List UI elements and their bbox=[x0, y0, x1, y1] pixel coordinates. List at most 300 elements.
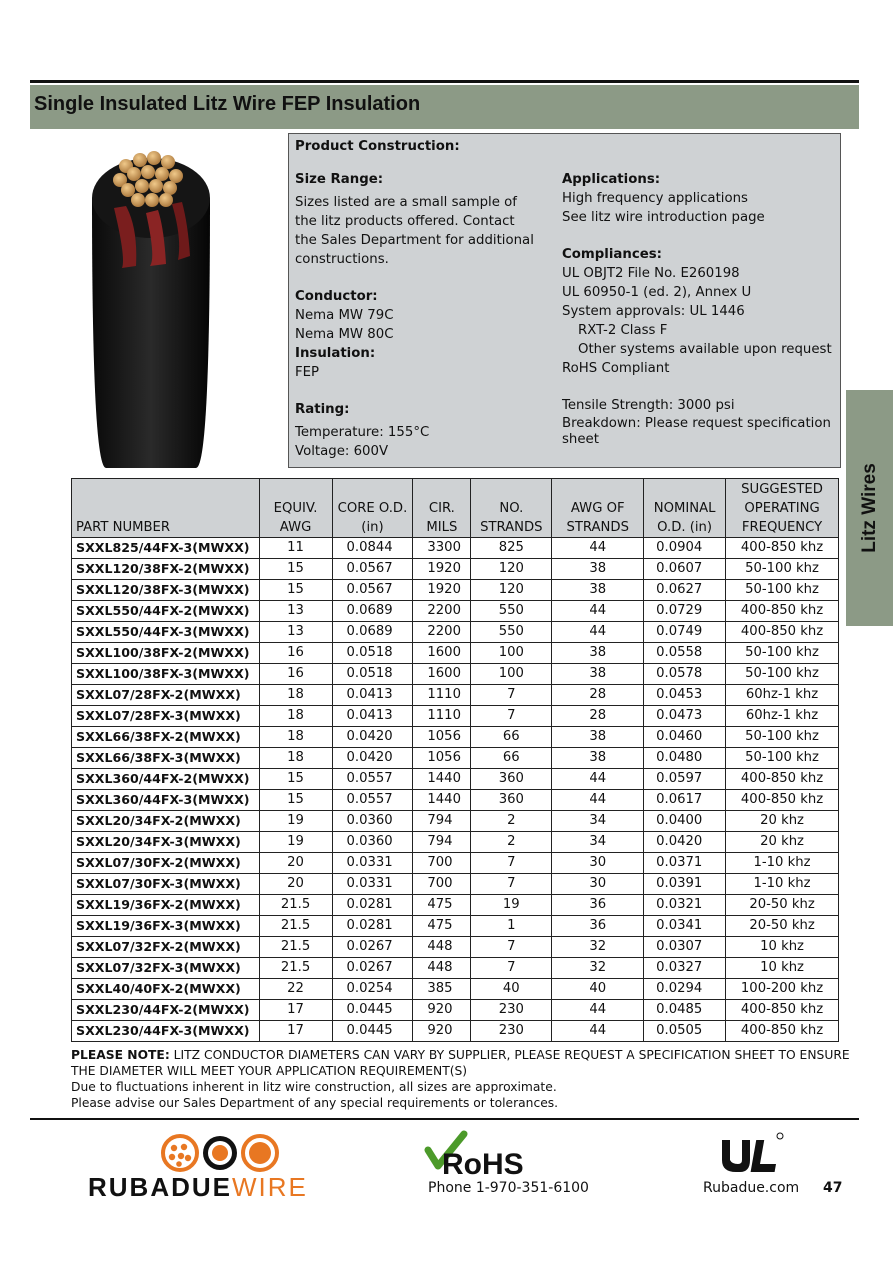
table-cell: 0.0327 bbox=[644, 958, 726, 979]
table-cell: 2200 bbox=[413, 622, 471, 643]
table-cell: 0.0420 bbox=[332, 727, 413, 748]
table-cell: 17 bbox=[259, 1000, 332, 1021]
table-cell: 1-10 khz bbox=[726, 853, 839, 874]
part-number-cell: SXXL230/44FX-3(MWXX) bbox=[72, 1021, 260, 1042]
table-cell: 0.0473 bbox=[644, 706, 726, 727]
table-cell: 18 bbox=[259, 706, 332, 727]
table-cell: 60hz-1 khz bbox=[726, 706, 839, 727]
table-cell: 19 bbox=[259, 811, 332, 832]
table-row bbox=[72, 979, 839, 1000]
table-row bbox=[72, 895, 839, 916]
part-number-cell: SXXL07/28FX-3(MWXX) bbox=[72, 706, 260, 727]
part-number-cell: SXXL66/38FX-3(MWXX) bbox=[72, 748, 260, 769]
part-number-cell: SXXL360/44FX-3(MWXX) bbox=[72, 790, 260, 811]
table-cell: 0.0267 bbox=[332, 937, 413, 958]
table-cell: 0.0607 bbox=[644, 559, 726, 580]
rating-line: Temperature: 155°C bbox=[295, 425, 430, 440]
table-cell: 400-850 khz bbox=[726, 769, 839, 790]
table-row bbox=[72, 1000, 839, 1021]
table-cell: 0.0558 bbox=[644, 643, 726, 664]
table-header-line bbox=[473, 480, 549, 499]
table-cell: 120 bbox=[471, 559, 552, 580]
table-cell: 38 bbox=[552, 643, 644, 664]
table-cell: 700 bbox=[413, 874, 471, 895]
table-row bbox=[72, 790, 839, 811]
table-cell: 21.5 bbox=[259, 937, 332, 958]
compliance-line: RoHS Compliant bbox=[562, 361, 670, 376]
table-row bbox=[72, 853, 839, 874]
table-cell: 7 bbox=[471, 706, 552, 727]
table-cell: 100 bbox=[471, 643, 552, 664]
table-cell: 0.0281 bbox=[332, 916, 413, 937]
table-cell: 2 bbox=[471, 811, 552, 832]
table-cell: 21.5 bbox=[259, 895, 332, 916]
table-cell: 400-850 khz bbox=[726, 538, 839, 559]
table-row bbox=[72, 559, 839, 580]
size-range-line: Sizes listed are a small sample of bbox=[295, 195, 517, 210]
table-row bbox=[72, 538, 839, 559]
table-cell: 400-850 khz bbox=[726, 1000, 839, 1021]
table-cell: 44 bbox=[552, 601, 644, 622]
breakdown-text: Breakdown: Please request specification sheet bbox=[562, 416, 831, 447]
table-header bbox=[644, 479, 726, 538]
table-cell: 38 bbox=[552, 748, 644, 769]
title-bar bbox=[30, 85, 859, 129]
table-cell: 66 bbox=[471, 727, 552, 748]
part-number-cell: SXXL20/34FX-3(MWXX) bbox=[72, 832, 260, 853]
table-cell: 400-850 khz bbox=[726, 790, 839, 811]
table-cell: 400-850 khz bbox=[726, 622, 839, 643]
table-row bbox=[72, 664, 839, 685]
table-row bbox=[72, 706, 839, 727]
compliance-line: UL OBJT2 File No. E260198 bbox=[562, 266, 740, 281]
table-cell: 36 bbox=[552, 895, 644, 916]
table-header-line: EQUIV. bbox=[273, 501, 318, 516]
part-number-cell: SXXL07/30FX-2(MWXX) bbox=[72, 853, 260, 874]
table-cell: 13 bbox=[259, 601, 332, 622]
table-cell: 1056 bbox=[413, 748, 471, 769]
table-cell: 230 bbox=[471, 1021, 552, 1042]
table-cell: 920 bbox=[413, 1000, 471, 1021]
table-cell: 50-100 khz bbox=[726, 727, 839, 748]
part-number-cell: SXXL20/34FX-2(MWXX) bbox=[72, 811, 260, 832]
size-range-line: constructions. bbox=[295, 252, 389, 267]
table-cell: 44 bbox=[552, 769, 644, 790]
table-header-line bbox=[76, 480, 257, 499]
construction-title: Product Construction: bbox=[295, 139, 460, 154]
table-cell: 11 bbox=[259, 538, 332, 559]
table-cell: 50-100 khz bbox=[726, 559, 839, 580]
table-cell: 15 bbox=[259, 790, 332, 811]
table-cell: 360 bbox=[471, 790, 552, 811]
table-cell: 0.0341 bbox=[644, 916, 726, 937]
construction-right-column bbox=[562, 170, 837, 448]
table-cell: 15 bbox=[259, 769, 332, 790]
table-header-line: STRANDS bbox=[566, 520, 629, 535]
table-cell: 0.0567 bbox=[332, 580, 413, 601]
table-cell: 34 bbox=[552, 811, 644, 832]
table-cell: 0.0557 bbox=[332, 769, 413, 790]
table-cell: 400-850 khz bbox=[726, 601, 839, 622]
table-cell: 0.0371 bbox=[644, 853, 726, 874]
table-cell: 13 bbox=[259, 622, 332, 643]
table-cell: 10 khz bbox=[726, 958, 839, 979]
product-construction-panel bbox=[288, 133, 841, 468]
table-cell: 2 bbox=[471, 832, 552, 853]
table-row bbox=[72, 601, 839, 622]
table-header bbox=[413, 479, 471, 538]
table-cell: 1110 bbox=[413, 685, 471, 706]
table-cell: 44 bbox=[552, 790, 644, 811]
table-cell: 44 bbox=[552, 1021, 644, 1042]
table-cell: 0.0729 bbox=[644, 601, 726, 622]
table-cell: 1440 bbox=[413, 769, 471, 790]
table-cell: 32 bbox=[552, 937, 644, 958]
table-cell: 0.0578 bbox=[644, 664, 726, 685]
part-number-cell: SXXL230/44FX-2(MWXX) bbox=[72, 1000, 260, 1021]
table-header-line: (in) bbox=[361, 520, 384, 535]
table-cell: 44 bbox=[552, 1000, 644, 1021]
table-cell: 7 bbox=[471, 958, 552, 979]
table-cell: 0.0689 bbox=[332, 622, 413, 643]
table-cell: 0.0400 bbox=[644, 811, 726, 832]
table-header-line: PART NUMBER bbox=[76, 520, 171, 535]
table-cell: 448 bbox=[413, 958, 471, 979]
table-cell: 0.0331 bbox=[332, 874, 413, 895]
table-cell: 28 bbox=[552, 685, 644, 706]
part-number-cell: SXXL19/36FX-3(MWXX) bbox=[72, 916, 260, 937]
table-header bbox=[332, 479, 413, 538]
brand-text: RUBADUE bbox=[88, 1172, 232, 1202]
table-cell: 0.0480 bbox=[644, 748, 726, 769]
table-cell: 15 bbox=[259, 559, 332, 580]
table-row bbox=[72, 937, 839, 958]
table-cell: 38 bbox=[552, 727, 644, 748]
size-range-line: the Sales Department for additional bbox=[295, 233, 534, 248]
table-header-line: FREQUENCY bbox=[741, 520, 823, 535]
rating-heading: Rating: bbox=[295, 402, 350, 417]
table-cell: 15 bbox=[259, 580, 332, 601]
table-cell: 0.0844 bbox=[332, 538, 413, 559]
table-cell: 0.0557 bbox=[332, 790, 413, 811]
table-header-line: NO. bbox=[499, 501, 524, 516]
part-number-cell: SXXL550/44FX-2(MWXX) bbox=[72, 601, 260, 622]
table-cell: 19 bbox=[259, 832, 332, 853]
part-number-cell: SXXL07/28FX-2(MWXX) bbox=[72, 685, 260, 706]
compliance-indented-line: RXT-2 Class F bbox=[578, 323, 668, 338]
table-cell: 700 bbox=[413, 853, 471, 874]
brand-logo-text bbox=[88, 1172, 308, 1203]
insulation-line: FEP bbox=[295, 365, 320, 380]
part-number-cell: SXXL07/32FX-2(MWXX) bbox=[72, 937, 260, 958]
table-header-line bbox=[646, 480, 723, 499]
table-cell: 7 bbox=[471, 853, 552, 874]
table-cell: 0.0281 bbox=[332, 895, 413, 916]
table-header-line: OPERATING bbox=[744, 501, 820, 516]
part-number-cell: SXXL07/30FX-3(MWXX) bbox=[72, 874, 260, 895]
side-tab-label: Litz Wires bbox=[858, 463, 880, 553]
insulation-heading: Insulation: bbox=[295, 346, 376, 361]
part-number-cell: SXXL550/44FX-3(MWXX) bbox=[72, 622, 260, 643]
table-cell: 0.0445 bbox=[332, 1000, 413, 1021]
table-header-line: SUGGESTED bbox=[741, 482, 823, 497]
table-cell: 0.0391 bbox=[644, 874, 726, 895]
table-row bbox=[72, 727, 839, 748]
table-cell: 1056 bbox=[413, 727, 471, 748]
table-cell: 32 bbox=[552, 958, 644, 979]
table-cell: 0.0420 bbox=[332, 748, 413, 769]
table-cell: 18 bbox=[259, 685, 332, 706]
compliance-line: UL 60950-1 (ed. 2), Annex U bbox=[562, 285, 752, 300]
specifications-table bbox=[71, 478, 839, 1042]
website-url: Rubadue.com bbox=[703, 1180, 800, 1196]
table-cell: 920 bbox=[413, 1021, 471, 1042]
applications-line: High frequency applications bbox=[562, 191, 748, 206]
table-cell: 30 bbox=[552, 874, 644, 895]
table-cell: 7 bbox=[471, 937, 552, 958]
table-cell: 20 khz bbox=[726, 832, 839, 853]
table-cell: 60hz-1 khz bbox=[726, 685, 839, 706]
table-header-line bbox=[554, 480, 641, 499]
table-cell: 120 bbox=[471, 580, 552, 601]
rohs-logo-text: RoHS bbox=[442, 1148, 524, 1178]
table-cell: 50-100 khz bbox=[726, 748, 839, 769]
table-cell: 20 bbox=[259, 874, 332, 895]
bottom-rule bbox=[30, 1118, 859, 1120]
table-cell: 1110 bbox=[413, 706, 471, 727]
table-cell: 40 bbox=[552, 979, 644, 1000]
table-cell: 0.0307 bbox=[644, 937, 726, 958]
table-cell: 7 bbox=[471, 874, 552, 895]
table-cell: 475 bbox=[413, 895, 471, 916]
table-cell: 0.0321 bbox=[644, 895, 726, 916]
table-cell: 1 bbox=[471, 916, 552, 937]
table-cell: 0.0505 bbox=[644, 1021, 726, 1042]
table-cell: 44 bbox=[552, 538, 644, 559]
table-cell: 0.0485 bbox=[644, 1000, 726, 1021]
table-cell: 100-200 khz bbox=[726, 979, 839, 1000]
table-cell: 0.0413 bbox=[332, 706, 413, 727]
conductor-heading: Conductor: bbox=[295, 289, 378, 304]
table-cell: 38 bbox=[552, 559, 644, 580]
table-cell: 825 bbox=[471, 538, 552, 559]
table-header-line: CIR. bbox=[428, 501, 455, 516]
table-row bbox=[72, 685, 839, 706]
part-number-cell: SXXL19/36FX-2(MWXX) bbox=[72, 895, 260, 916]
table-cell: 40 bbox=[471, 979, 552, 1000]
table-header-line bbox=[76, 499, 257, 518]
applications-heading: Applications: bbox=[562, 172, 661, 187]
page-title: Single Insulated Litz Wire FEP Insulation bbox=[34, 93, 421, 115]
table-row bbox=[72, 832, 839, 853]
construction-left-column bbox=[295, 170, 545, 461]
compliance-indented-line: Other systems available upon request bbox=[578, 342, 832, 357]
table-cell: 17 bbox=[259, 1021, 332, 1042]
table-header-line bbox=[415, 480, 468, 499]
part-number-cell: SXXL100/38FX-3(MWXX) bbox=[72, 664, 260, 685]
conductor-line: Nema MW 80C bbox=[295, 327, 394, 342]
table-cell: 18 bbox=[259, 748, 332, 769]
table-cell: 0.0294 bbox=[644, 979, 726, 1000]
conductor-line: Nema MW 79C bbox=[295, 308, 394, 323]
table-cell: 20 bbox=[259, 853, 332, 874]
table-cell: 20-50 khz bbox=[726, 916, 839, 937]
rubadue-logo-icon bbox=[160, 1132, 280, 1174]
compliance-line: System approvals: UL 1446 bbox=[562, 304, 745, 319]
part-number-cell: SXXL66/38FX-2(MWXX) bbox=[72, 727, 260, 748]
table-cell: 1920 bbox=[413, 559, 471, 580]
table-header-line: MILS bbox=[426, 520, 458, 535]
note-text: Due to fluctuations inherent in litz wire construction, all sizes are approximate. bbox=[71, 1080, 557, 1094]
table-cell: 475 bbox=[413, 916, 471, 937]
table-cell: 1600 bbox=[413, 664, 471, 685]
table-row bbox=[72, 916, 839, 937]
table-row bbox=[72, 874, 839, 895]
page-number: 47 bbox=[823, 1180, 843, 1196]
table-header-line: AWG bbox=[279, 520, 312, 535]
table-row bbox=[72, 748, 839, 769]
table-cell: 0.0420 bbox=[644, 832, 726, 853]
table-cell: 50-100 khz bbox=[726, 664, 839, 685]
please-note bbox=[71, 1047, 850, 1111]
table-cell: 0.0360 bbox=[332, 811, 413, 832]
table-cell: 1440 bbox=[413, 790, 471, 811]
litz-wire-product-image bbox=[86, 138, 216, 468]
size-range-heading: Size Range: bbox=[295, 172, 384, 187]
table-cell: 448 bbox=[413, 937, 471, 958]
table-cell: 50-100 khz bbox=[726, 643, 839, 664]
table-cell: 385 bbox=[413, 979, 471, 1000]
compliances-heading: Compliances: bbox=[562, 247, 662, 262]
table-cell: 1600 bbox=[413, 643, 471, 664]
table-header-line: CORE O.D. bbox=[337, 501, 408, 516]
table-header-line: O.D. (in) bbox=[657, 520, 713, 535]
table-header-line: STRANDS bbox=[480, 520, 543, 535]
rating-line: Voltage: 600V bbox=[295, 444, 389, 459]
part-number-cell: SXXL40/40FX-2(MWXX) bbox=[72, 979, 260, 1000]
size-range-line: the litz products offered. Contact bbox=[295, 214, 515, 229]
table-cell: 7 bbox=[471, 685, 552, 706]
note-text: Please advise our Sales Department of any special requirements or tolerances. bbox=[71, 1096, 559, 1110]
table-cell: 0.0689 bbox=[332, 601, 413, 622]
part-number-cell: SXXL07/32FX-3(MWXX) bbox=[72, 958, 260, 979]
table-cell: 50-100 khz bbox=[726, 580, 839, 601]
table-cell: 1-10 khz bbox=[726, 874, 839, 895]
table-cell: 66 bbox=[471, 748, 552, 769]
table-header-line bbox=[335, 480, 411, 499]
table-cell: 0.0331 bbox=[332, 853, 413, 874]
table-header bbox=[72, 479, 260, 538]
table-header bbox=[259, 479, 332, 538]
note-text: LITZ CONDUCTOR DIAMETERS CAN VARY BY SUPPLIER, PLEASE REQUEST A SPECIFICATION SHEET TO ENSURE bbox=[169, 1048, 850, 1062]
part-number-cell: SXXL120/38FX-3(MWXX) bbox=[72, 580, 260, 601]
table-cell: 0.0567 bbox=[332, 559, 413, 580]
table-row bbox=[72, 958, 839, 979]
table-row bbox=[72, 643, 839, 664]
table-cell: 16 bbox=[259, 664, 332, 685]
table-cell: 100 bbox=[471, 664, 552, 685]
table-cell: 20-50 khz bbox=[726, 895, 839, 916]
rohs-logo bbox=[424, 1130, 544, 1178]
table-cell: 18 bbox=[259, 727, 332, 748]
table-row bbox=[72, 769, 839, 790]
table-cell: 0.0453 bbox=[644, 685, 726, 706]
table-cell: 0.0254 bbox=[332, 979, 413, 1000]
table-cell: 794 bbox=[413, 832, 471, 853]
table-cell: 0.0518 bbox=[332, 643, 413, 664]
table-cell: 0.0413 bbox=[332, 685, 413, 706]
brand-text-accent: WIRE bbox=[232, 1172, 308, 1202]
table-row bbox=[72, 1021, 839, 1042]
table-cell: 400-850 khz bbox=[726, 1021, 839, 1042]
table-header-line: AWG OF bbox=[570, 501, 625, 516]
table-cell: 38 bbox=[552, 664, 644, 685]
table-cell: 1920 bbox=[413, 580, 471, 601]
table-cell: 550 bbox=[471, 601, 552, 622]
table-cell: 2200 bbox=[413, 601, 471, 622]
part-number-cell: SXXL120/38FX-2(MWXX) bbox=[72, 559, 260, 580]
table-row bbox=[72, 811, 839, 832]
table-cell: 0.0267 bbox=[332, 958, 413, 979]
table-cell: 22 bbox=[259, 979, 332, 1000]
note-text: THE DIAMETER WILL MEET YOUR APPLICATION REQUIREMENT(S) bbox=[71, 1064, 468, 1078]
table-header bbox=[552, 479, 644, 538]
applications-line: See litz wire introduction page bbox=[562, 210, 765, 225]
table-cell: 0.0518 bbox=[332, 664, 413, 685]
part-number-cell: SXXL100/38FX-2(MWXX) bbox=[72, 643, 260, 664]
phone-number: Phone 1-970-351-6100 bbox=[428, 1180, 589, 1196]
table-cell: 550 bbox=[471, 622, 552, 643]
table-cell: 38 bbox=[552, 580, 644, 601]
note-label: PLEASE NOTE: bbox=[71, 1048, 170, 1062]
table-cell: 19 bbox=[471, 895, 552, 916]
table-cell: 0.0360 bbox=[332, 832, 413, 853]
table-row bbox=[72, 580, 839, 601]
part-number-cell: SXXL360/44FX-2(MWXX) bbox=[72, 769, 260, 790]
tensile-strength: Tensile Strength: 3000 psi bbox=[562, 398, 735, 413]
table-cell: 230 bbox=[471, 1000, 552, 1021]
table-cell: 360 bbox=[471, 769, 552, 790]
part-number-cell: SXXL825/44FX-3(MWXX) bbox=[72, 538, 260, 559]
side-tab bbox=[846, 390, 893, 626]
table-cell: 0.0460 bbox=[644, 727, 726, 748]
table-cell: 10 khz bbox=[726, 937, 839, 958]
table-cell: 794 bbox=[413, 811, 471, 832]
table-cell: 16 bbox=[259, 643, 332, 664]
table-header bbox=[726, 479, 839, 538]
table-cell: 0.0627 bbox=[644, 580, 726, 601]
table-header-line: NOMINAL bbox=[653, 501, 716, 516]
table-header-line bbox=[262, 480, 330, 499]
table-cell: 21.5 bbox=[259, 958, 332, 979]
top-rule bbox=[30, 80, 859, 83]
ul-recognized-logo bbox=[716, 1130, 786, 1178]
table-cell: 0.0597 bbox=[644, 769, 726, 790]
table-cell: 36 bbox=[552, 916, 644, 937]
table-cell: 0.0904 bbox=[644, 538, 726, 559]
table-cell: 0.0617 bbox=[644, 790, 726, 811]
table-row bbox=[72, 622, 839, 643]
table-cell: 20 khz bbox=[726, 811, 839, 832]
table-cell: 0.0445 bbox=[332, 1021, 413, 1042]
table-cell: 3300 bbox=[413, 538, 471, 559]
table-cell: 30 bbox=[552, 853, 644, 874]
table-header bbox=[471, 479, 552, 538]
table-cell: 28 bbox=[552, 706, 644, 727]
table-cell: 34 bbox=[552, 832, 644, 853]
table-cell: 0.0749 bbox=[644, 622, 726, 643]
table-cell: 44 bbox=[552, 622, 644, 643]
